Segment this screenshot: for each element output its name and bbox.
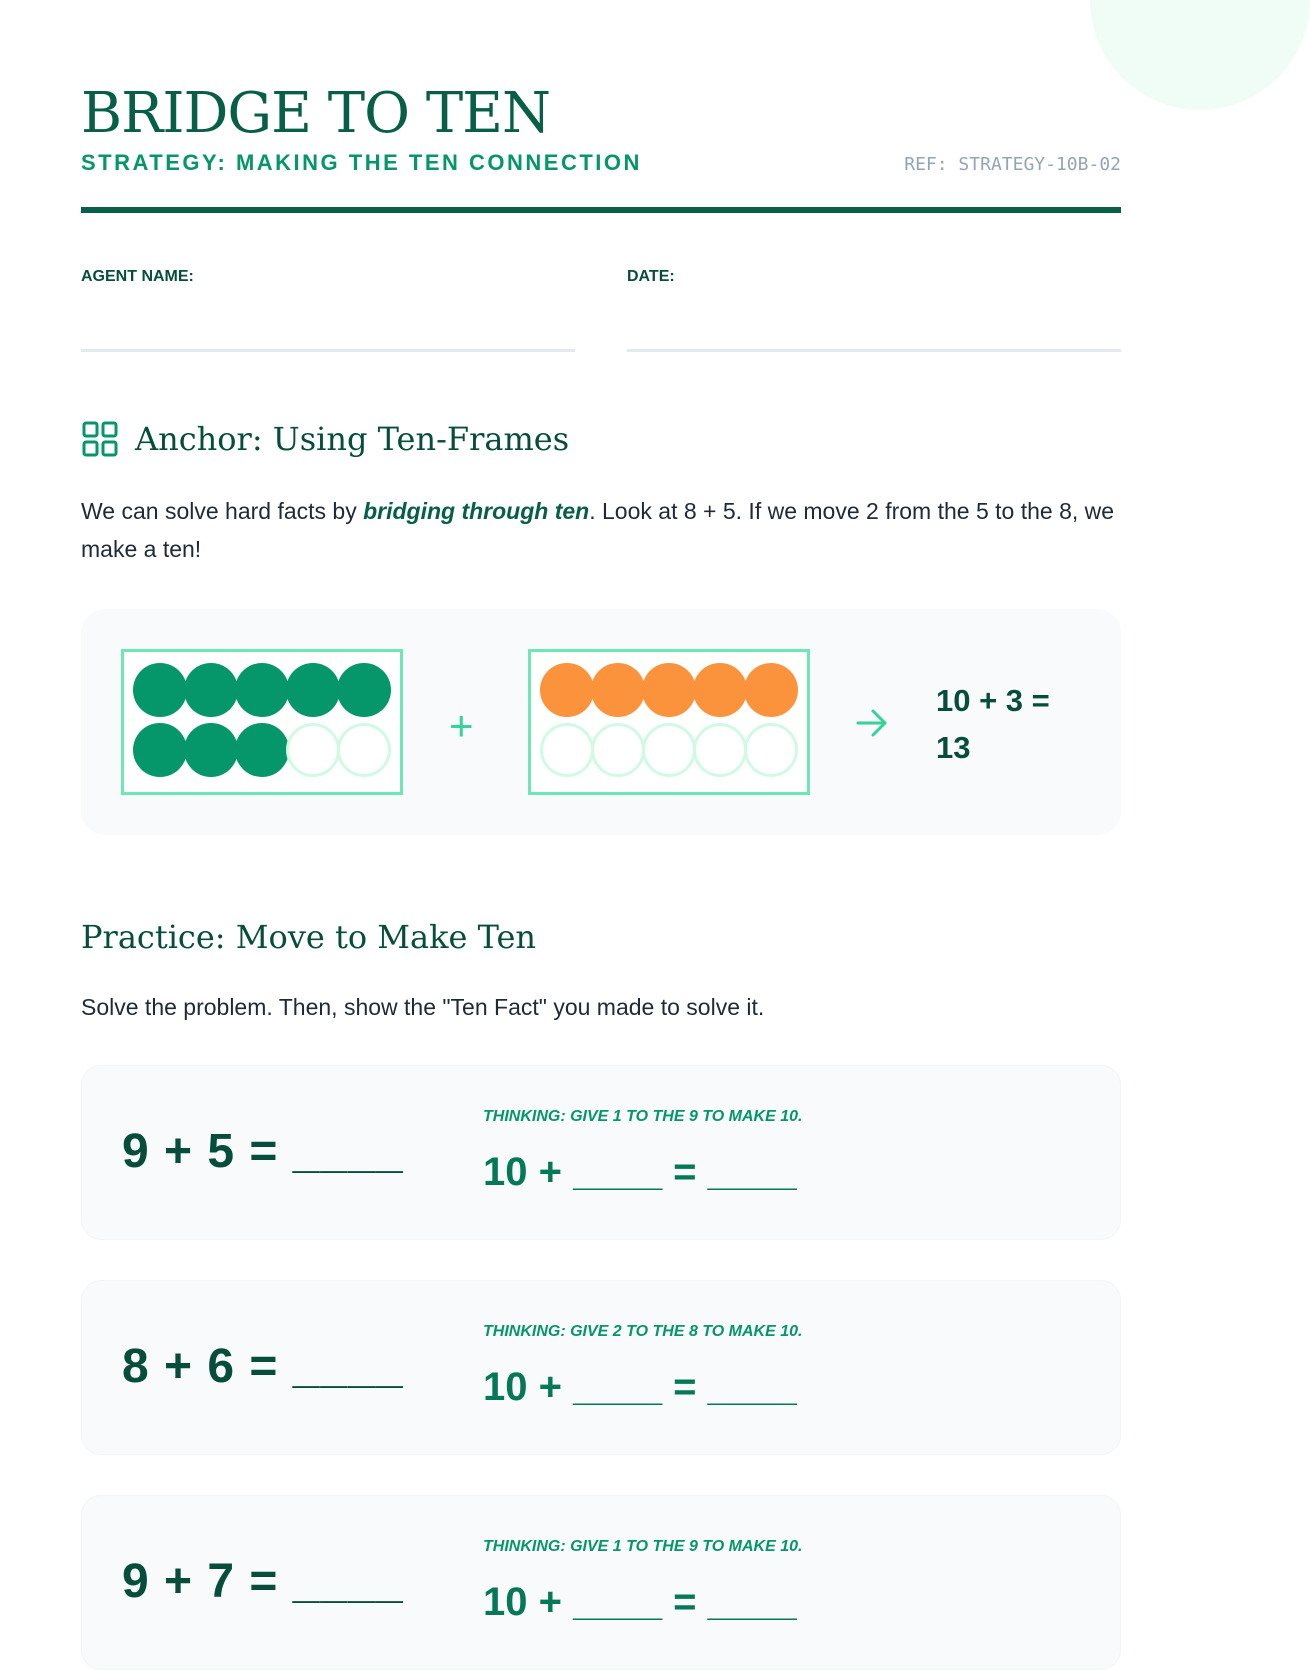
page-subtitle: STRATEGY: MAKING THE TEN CONNECTION (81, 150, 642, 175)
problem-equation[interactable]: 9 + 5 = ____ (122, 1125, 404, 1178)
ten-fact-equation[interactable]: 10 + ____ = ____ (483, 1150, 797, 1194)
counter-dot-filled (642, 663, 696, 717)
counter-dot-filled (133, 663, 187, 717)
thinking-hint: THINKING: GIVE 2 TO THE 8 TO MAKE 10. (483, 1323, 803, 1340)
problem-equation[interactable]: 8 + 6 = ____ (122, 1340, 404, 1393)
thinking-hint: THINKING: GIVE 1 TO THE 9 TO MAKE 10. (483, 1108, 803, 1125)
practice-problem (81, 1065, 1121, 1240)
anchor-section-title (81, 420, 569, 458)
plus-sign: + (449, 702, 474, 749)
agent-name-label: AGENT NAME: (81, 268, 194, 285)
page-title: BRIDGE TO TEN (81, 81, 551, 146)
agent-name-line (81, 349, 575, 352)
counter-dot-empty (642, 723, 696, 777)
grid-icon (81, 420, 119, 458)
ten-frame-a (121, 649, 403, 795)
model-result: 10 + 3 = 13 (936, 683, 1050, 765)
counter-dot-filled (235, 723, 289, 777)
header-divider (81, 207, 1121, 213)
anchor-title-text: Anchor: Using Ten-Frames (135, 420, 570, 458)
counter-dot-filled (337, 663, 391, 717)
counter-dot-empty (693, 723, 747, 777)
ten-fact-equation[interactable]: 10 + ____ = ____ (483, 1365, 797, 1409)
counter-dot-filled (540, 663, 594, 717)
counter-dot-filled (235, 663, 289, 717)
ten-frame-b (528, 649, 810, 795)
counter-dot-filled (184, 663, 238, 717)
anchor-intro (81, 492, 1121, 568)
counter-dot-filled (744, 663, 798, 717)
worksheet-header (81, 0, 1121, 214)
counter-dot-empty (337, 723, 391, 777)
agent-name-field[interactable] (81, 268, 575, 352)
ten-frame-b-dots (537, 664, 801, 776)
corner-decoration (1090, 0, 1310, 110)
problem-equation[interactable]: 9 + 7 = ____ (122, 1555, 404, 1608)
worksheet (81, 0, 1121, 1624)
arrow-right-icon (854, 705, 890, 741)
anchor-intro-start: We can solve hard facts by (81, 498, 364, 524)
ten-fact-equation[interactable]: 10 + ____ = ____ (483, 1580, 797, 1624)
date-field[interactable] (627, 268, 1121, 352)
anchor-intro-end: . Look at 8 + 5. If we move 2 from the 5 to the 8, we make a ten! (81, 498, 1115, 562)
counter-dot-filled (591, 663, 645, 717)
practice-problem (81, 1280, 1121, 1455)
counter-dot-empty (744, 723, 798, 777)
counter-dot-filled (693, 663, 747, 717)
counter-dot-empty (286, 723, 340, 777)
anchor-intro-emphasis: bridging through ten (363, 498, 590, 524)
date-line (627, 349, 1121, 352)
date-label: DATE: (627, 268, 675, 285)
practice-instructions: Solve the problem. Then, show the "Ten Fact" you made to solve it. (81, 994, 765, 1020)
counter-dot-filled (133, 723, 187, 777)
student-fields (81, 268, 1121, 352)
ten-frame-model (81, 609, 1121, 835)
counter-dot-empty (591, 723, 645, 777)
counter-dot-filled (286, 663, 340, 717)
thinking-hint: THINKING: GIVE 1 TO THE 9 TO MAKE 10. (483, 1538, 803, 1555)
practice-problem (81, 1495, 1121, 1670)
counter-dot-filled (184, 723, 238, 777)
counter-dot-empty (540, 723, 594, 777)
practice-section-title: Practice: Move to Make Ten (81, 918, 536, 956)
reference-code: REF: STRATEGY-10B-02 (904, 154, 1121, 175)
ten-frame-a-dots (130, 664, 394, 776)
